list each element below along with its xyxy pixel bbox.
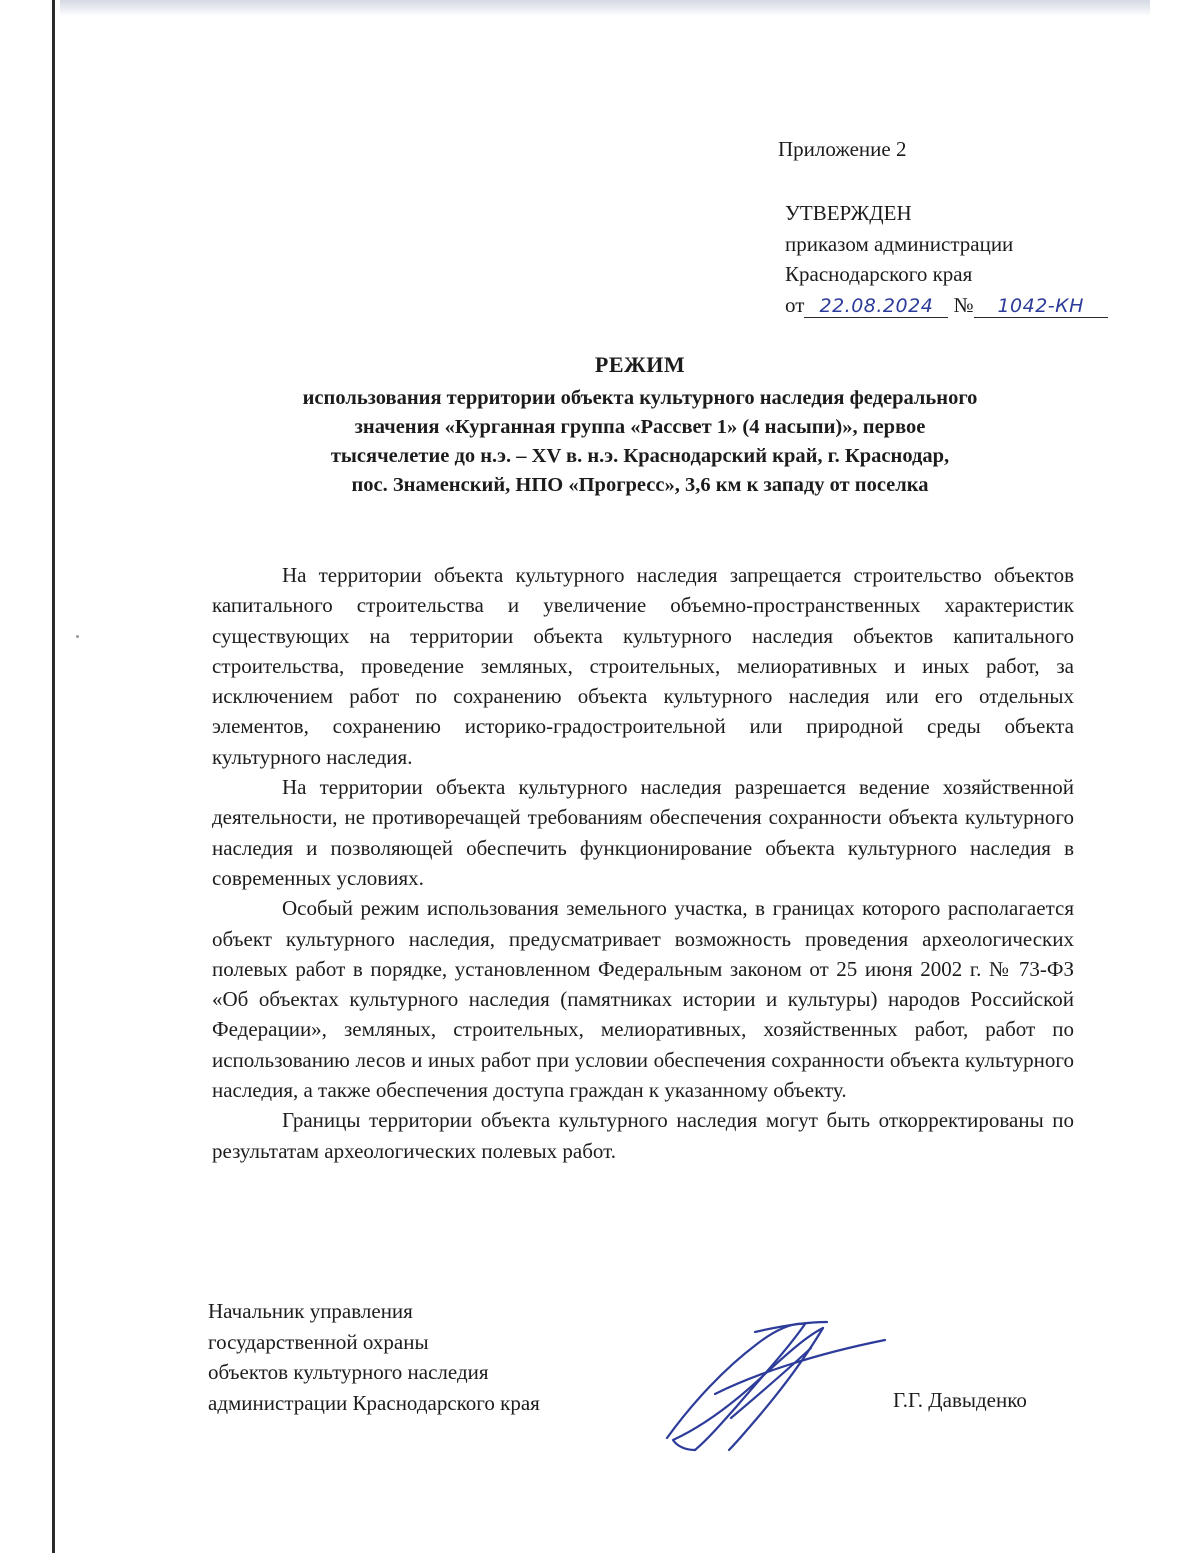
body-paragraph: На территории объекта культурного наследия разрешается ведение хозяйственной деятельности, не противоречащей требованиям обеспечения сохранности объекта культурного наследия и позволяющей обеспечить функционирование объекта культурного наследия в современных условиях. [212,775,1074,890]
order-line-1: приказом администрации [785,231,1014,256]
scan-speck [76,635,79,638]
approval-block [785,198,1108,320]
handwritten-signature [655,1310,895,1460]
handwritten-date: 22.08.2024 [804,295,948,318]
date-prefix: от [785,292,805,317]
signer-title-line: Начальник управления [208,1299,413,1323]
approved-label: УТВЕРЖДЕН [785,201,912,225]
body-paragraph: Границы территории объекта культурного наследия могут быть откорректированы по результатам археологических полевых работ. [212,1108,1074,1163]
body-paragraph: На территории объекта культурного наследия запрещается строительство объектов капитального строительства и увеличение объемно-пространственных характеристик существующих на территории объекта культурного наследия объектов капитального строительства, проведение земляных, строительных, мелиоративных и иных работ, за исключением работ по сохранению объекта культурного наследия или его отдельных элементов, сохранению историко-градостроительной или природной среды объекта культурного наследия. [212,563,1074,769]
subtitle-line: значения «Курганная группа «Рассвет 1» (4 насыпи)», первое [354,416,926,438]
signer-title-line: объектов культурного наследия [208,1360,489,1384]
document-body [212,560,1074,1166]
appendix-label: Приложение 2 [778,137,907,161]
subtitle-line: тысячелетие до н.э. – XV в. н.э. Краснодарский край, г. Краснодар, [330,445,950,467]
number-prefix: № [953,292,974,317]
subtitle-line: пос. Знаменский, НПО «Прогресс», 3,6 км к западу от поселка [351,474,929,496]
signer-title-line: государственной охраны [208,1329,429,1354]
scan-left-edge [52,0,55,1553]
order-date-line [785,290,1108,321]
document-title: РЕЖИМ [594,352,686,377]
subtitle-line: использования территории объекта культурного наследия федерального [302,387,978,409]
order-line-2: Краснодарского края [785,262,973,286]
signer-title-line: администрации Краснодарского края [208,1390,540,1415]
handwritten-number: 1042-КН [974,295,1108,318]
body-paragraph: Особый режим использования земельного участка, в границах которого располагается объект культурного наследия, предусматривает возможность проведения археологических полевых работ в порядке, установленном Федеральным законом от 25 июня 2002 г. № 73-ФЗ «Об объектах культурного наследия (памятниках истории и культуры) народов Российской Федерации», земляных, строительных, мелиоративных, хозяйственных работ, работ по использованию лесов и иных работ при условии обеспечения сохранности объекта культурного наследия, а также обеспечения доступа граждан к указанному объекту. [212,896,1074,1103]
document-subtitle [200,384,1080,500]
signer-name: Г.Г. Давыденко [893,1388,1027,1412]
signer-position [208,1296,540,1418]
scan-top-shadow [60,0,1150,16]
